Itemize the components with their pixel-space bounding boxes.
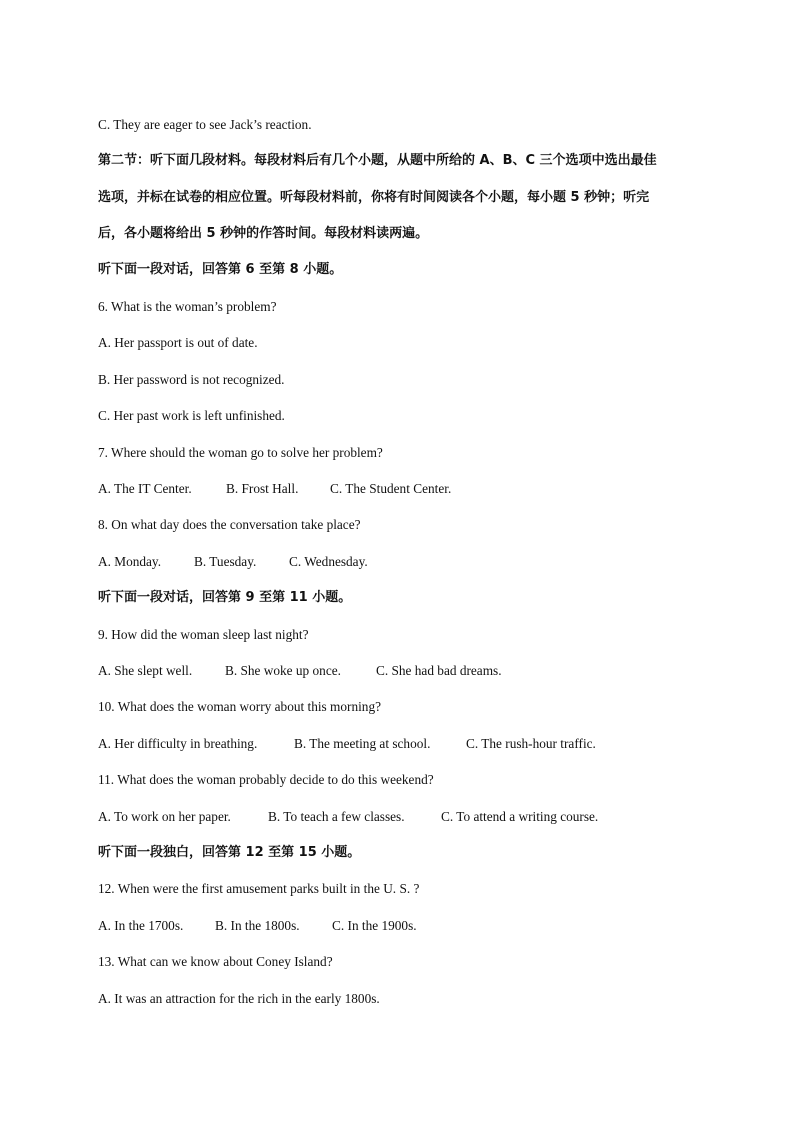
option: C. The Student Center. xyxy=(330,481,452,496)
option-line: A. Her passport is out of date. xyxy=(98,335,258,350)
option: B. Tuesday. xyxy=(194,554,257,569)
option-line: B. Her password is not recognized. xyxy=(98,372,285,387)
option: A. Monday. xyxy=(98,554,162,569)
section-instruction-line: 第二节：听下面几段材料。每段材料后有几个小题，从题中所给的 A、B、C 三个选项中选出最佳 xyxy=(98,153,657,168)
option: B. She woke up once. xyxy=(225,663,341,678)
question-12: 12. When were the first amusement parks built in the U. S. ? xyxy=(98,881,420,896)
question-9: 9. How did the woman sleep last night? xyxy=(98,627,309,642)
question-7: 7. Where should the woman go to solve her problem? xyxy=(98,445,383,460)
option: C. The rush-hour traffic. xyxy=(466,736,596,751)
question-13: 13. What can we know about Coney Island? xyxy=(98,954,333,969)
option-line: C. Her past work is left unfinished. xyxy=(98,408,285,423)
section-instruction-line: 后，各小题将给出 5 秒钟的作答时间。每段材料读两遍。 xyxy=(98,226,429,241)
question-8: 8. On what day does the conversation take place? xyxy=(98,517,361,532)
option: C. In the 1900s. xyxy=(332,918,417,933)
option-line: C. They are eager to see Jack’s reaction. xyxy=(98,117,312,132)
section-instruction-line: 选项，并标在试卷的相应位置。听每段材料前，你将有时间阅读各个小题，每小题 5 秒钟；听完 xyxy=(98,190,650,205)
option: A. In the 1700s. xyxy=(98,918,184,933)
option: B. Frost Hall. xyxy=(226,481,299,496)
option: A. Her difficulty in breathing. xyxy=(98,736,258,751)
option: A. The IT Center. xyxy=(98,481,192,496)
option: B. The meeting at school. xyxy=(294,736,431,751)
question-10: 10. What does the woman worry about this morning? xyxy=(98,699,382,714)
option: C. She had bad dreams. xyxy=(376,663,502,678)
question-6: 6. What is the woman’s problem? xyxy=(98,299,277,314)
option: C. Wednesday. xyxy=(289,554,368,569)
option: A. She slept well. xyxy=(98,663,193,678)
option-line: A. It was an attraction for the rich in the early 1800s. xyxy=(98,991,380,1006)
option: B. To teach a few classes. xyxy=(268,809,405,824)
option: A. To work on her paper. xyxy=(98,809,231,824)
monologue-instruction: 听下面一段独白，回答第 12 至第 15 小题。 xyxy=(98,845,361,860)
option: C. To attend a writing course. xyxy=(441,809,599,824)
dialogue-instruction: 听下面一段对话，回答第 9 至第 11 小题。 xyxy=(98,590,352,605)
option: B. In the 1800s. xyxy=(215,918,300,933)
dialogue-instruction: 听下面一段对话，回答第 6 至第 8 小题。 xyxy=(98,262,343,277)
question-11: 11. What does the woman probably decide to do this weekend? xyxy=(98,772,434,787)
